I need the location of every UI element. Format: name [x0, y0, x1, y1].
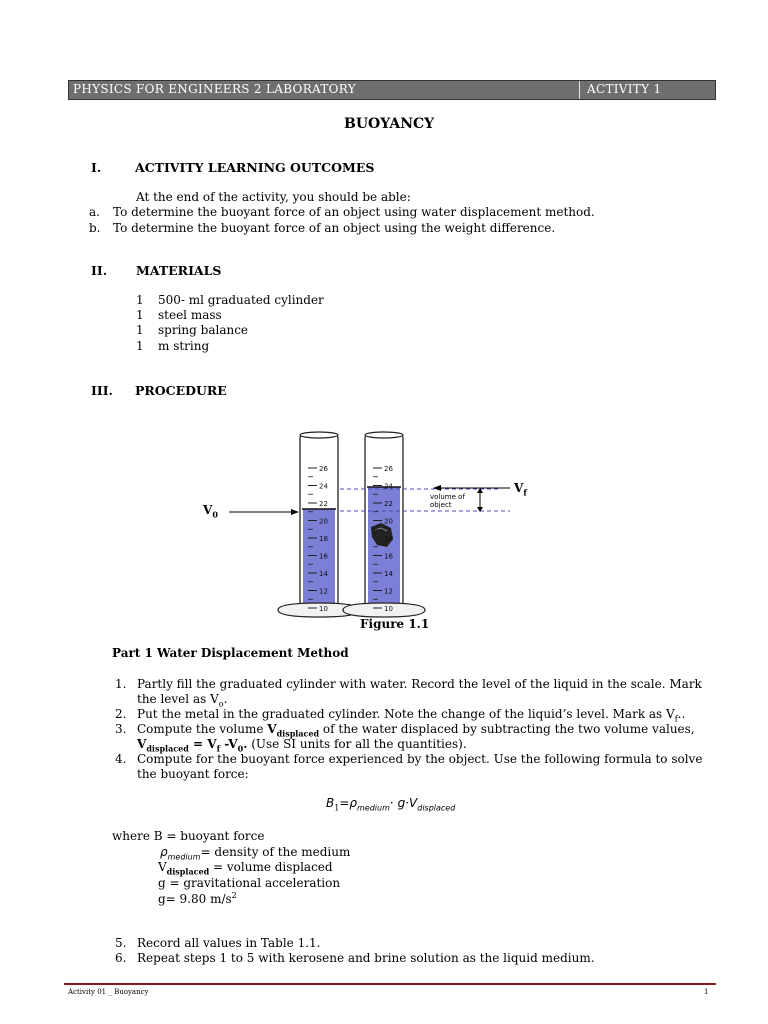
- where-line-5: g= 9.80 $m/s^2$: [158, 891, 237, 906]
- graduated-cylinders-figure: [195, 425, 540, 620]
- step-number: 2.: [115, 707, 127, 721]
- scale-tick-label: 24: [319, 482, 328, 491]
- where-line-2: $\rho_{medium}=$ density of the medium: [160, 845, 351, 862]
- where-line-3: $V_{displaced}$ = volume displaced: [158, 860, 333, 877]
- material-item: spring balance: [158, 323, 249, 337]
- step5-text: Record all values in Table 1.1.: [137, 936, 321, 950]
- scale-tick-label: 24: [384, 482, 393, 491]
- step4-line1: Compute for the buoyant force experienced by the object. Use the following formula to solve: [137, 752, 703, 766]
- header-divider: [579, 81, 580, 99]
- scale-tick-label: 14: [384, 570, 393, 578]
- step1-line2: the level as $V_o$.: [137, 692, 228, 709]
- step4-line2: the buoyant force:: [137, 767, 249, 781]
- scale-tick-label: 22: [319, 500, 328, 508]
- volume-of-object-note: volume of object: [430, 493, 465, 509]
- section3-number: III.: [91, 383, 113, 398]
- outcome-marker-b: b.: [89, 221, 101, 235]
- scale-tick-label: 16: [384, 552, 393, 561]
- material-qty: 1: [136, 293, 144, 307]
- scale-tick-label: 12: [319, 587, 328, 596]
- vf-label: $V_f$: [514, 481, 527, 498]
- scale-tick-label: 26: [319, 465, 328, 473]
- step-number: 5.: [115, 936, 127, 950]
- header-bar: [68, 80, 716, 100]
- step-number: 1.: [115, 677, 127, 691]
- scale-tick-label: 12: [384, 587, 393, 596]
- buoyant-force-formula: $B_1=\rho_{medium}\cdot g\cdot V_{displaced}$: [326, 796, 456, 813]
- scale-tick-label: 14: [319, 570, 328, 578]
- material-item: m string: [158, 339, 210, 353]
- step1-line1: Partly fill the graduated cylinder with water. Record the level of the liquid in the scale. Mark: [137, 677, 702, 691]
- material-qty: 1: [136, 323, 144, 337]
- section1-intro: At the end of the activity, you should be able:: [136, 190, 411, 204]
- footer-activity-name: Activity 01 _ Buoyancy: [68, 988, 149, 996]
- step-number: 6.: [115, 951, 127, 965]
- step6-text: Repeat steps 1 to 5 with kerosene and brine solution as the liquid medium.: [137, 951, 595, 965]
- header-activity-label: ACTIVITY 1: [587, 82, 662, 96]
- step-number: 3.: [115, 722, 127, 736]
- header-course-title: PHYSICS FOR ENGINEERS 2 LABORATORY: [73, 82, 356, 96]
- scale-tick-label: 18: [319, 535, 328, 543]
- scale-tick-label: 18: [384, 535, 393, 543]
- scale-tick-label: 22: [384, 500, 393, 508]
- v0-label: $V_0$: [203, 503, 218, 520]
- figure-caption: Figure 1.1: [360, 617, 430, 631]
- scale-tick-label: 16: [319, 552, 328, 561]
- scale-tick-label: 10: [384, 605, 393, 613]
- section1-heading: ACTIVITY LEARNING OUTCOMES: [135, 160, 375, 175]
- outcome-marker-a: a.: [89, 205, 100, 219]
- step3-line1: Compute the volume $V_{displaced}$ of the water displaced by subtracting the two volume values,: [137, 722, 695, 739]
- outcome-b-text: To determine the buoyant force of an object using the weight difference.: [113, 221, 556, 235]
- step3-line2: $V_{displaced} = V_f$ $-V_0$. (Use SI units for all the quantities).: [137, 737, 467, 754]
- material-item: steel mass: [158, 308, 222, 322]
- material-qty: 1: [136, 339, 144, 353]
- section1-number: I.: [91, 160, 102, 175]
- scale-tick-label: 20: [384, 517, 393, 526]
- step2-text: Put the metal in the graduated cylinder. Note the change of the liquid’s level. Mark as $V_f$..: [137, 707, 686, 724]
- section2-heading: MATERIALS: [136, 263, 222, 278]
- material-item: 500- ml graduated cylinder: [158, 293, 324, 307]
- material-qty: 1: [136, 308, 144, 322]
- where-line-4: g = gravitational acceleration: [158, 876, 341, 890]
- part1-heading: Part 1 Water Displacement Method: [112, 646, 349, 660]
- page-title: BUOYANCY: [344, 116, 435, 132]
- scale-tick-label: 20: [319, 517, 328, 526]
- page-number: 1: [704, 988, 709, 996]
- where-line-1: where B = buoyant force: [112, 829, 265, 843]
- scale-tick-label: 26: [384, 465, 393, 473]
- section3-heading: PROCEDURE: [135, 383, 227, 398]
- footer-rule: [64, 983, 716, 985]
- scale-tick-label: 10: [319, 605, 328, 613]
- step-number: 4.: [115, 752, 127, 766]
- section2-number: II.: [91, 263, 108, 278]
- outcome-a-text: To determine the buoyant force of an object using water displacement method.: [113, 205, 595, 219]
